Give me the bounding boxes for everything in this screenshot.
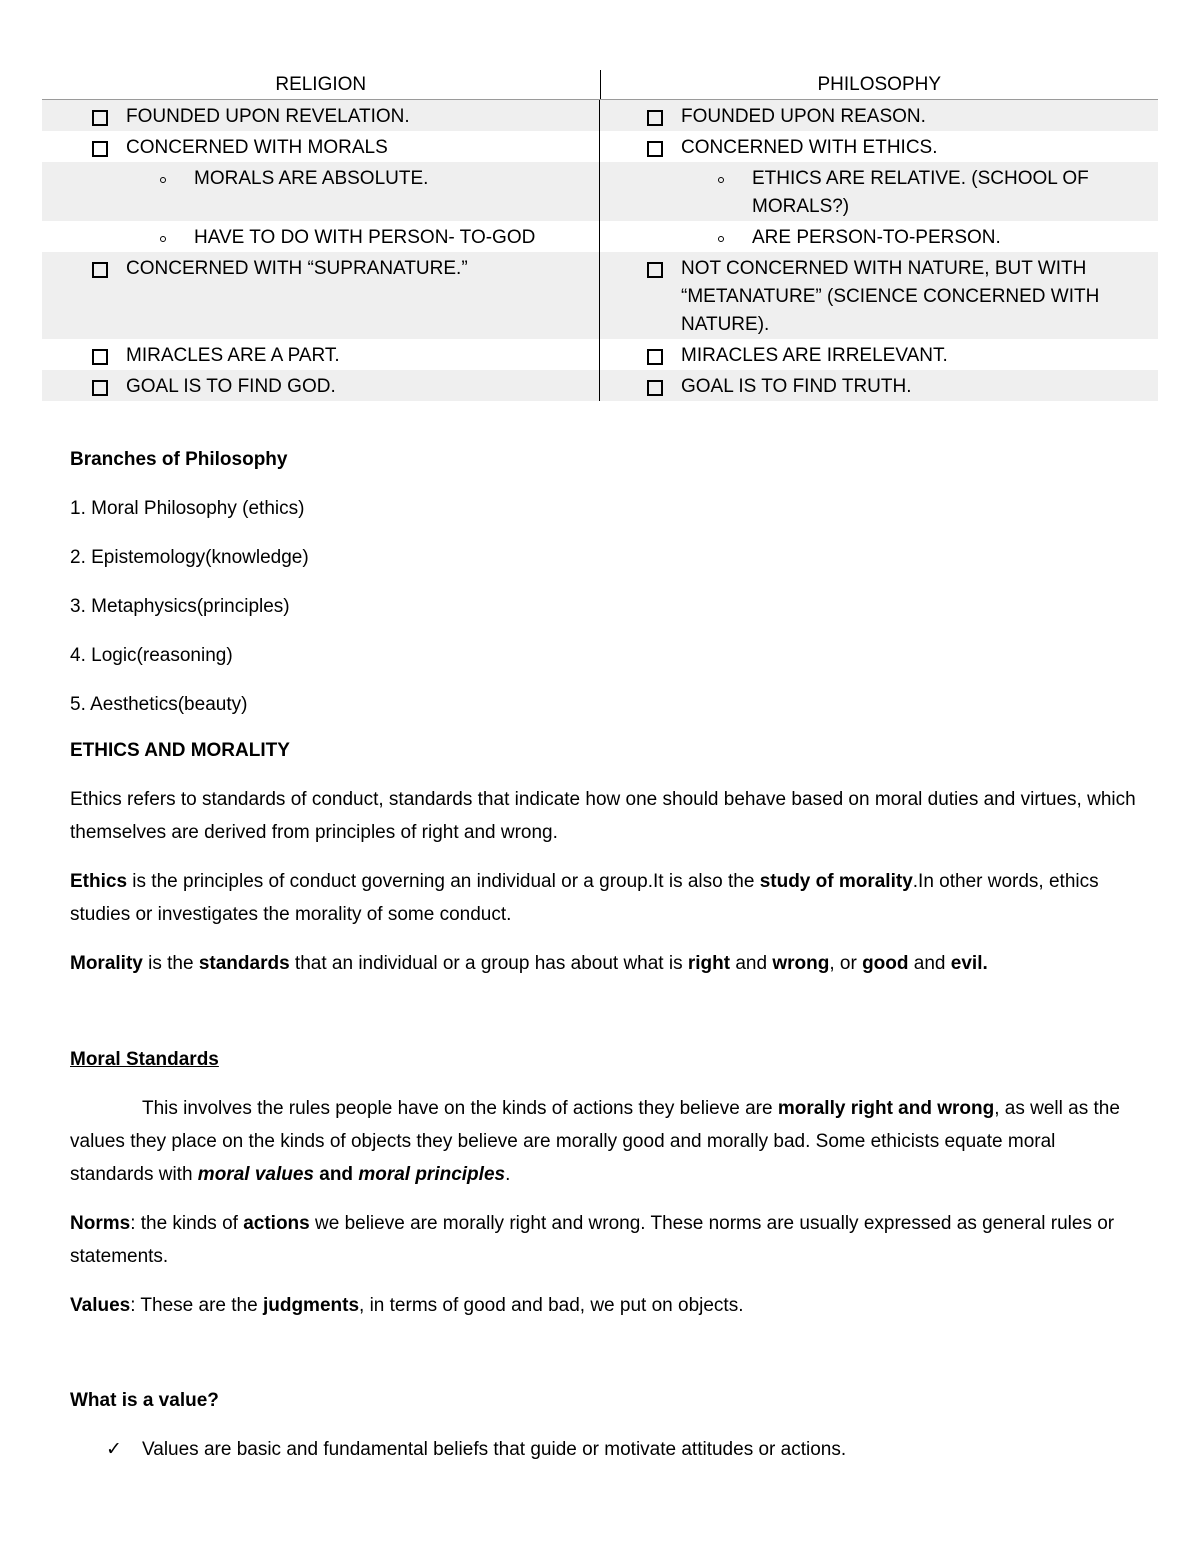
moral-standards-heading: Moral Standards <box>70 1049 219 1070</box>
checkbox-bullet-icon <box>92 262 108 278</box>
religion-cell <box>42 162 600 221</box>
value-list-item <box>70 1433 1140 1466</box>
header-religion: RELIGION <box>42 70 601 99</box>
text-run: : These are the <box>130 1295 263 1316</box>
ethics-section <box>70 734 1140 980</box>
list-item-text: CONCERNED WITH MORALS <box>126 137 388 158</box>
text-run: and <box>313 1164 359 1185</box>
branches-section <box>70 443 1140 721</box>
list-item <box>600 224 1158 252</box>
checkmark-icon: ✓ <box>106 1439 122 1460</box>
text-run: , as well as the values they place on the kinds of objects they believe are morally good and morally bad. Some ethicists equate moral standards with <box>70 1098 1120 1185</box>
circle-bullet-icon <box>160 177 166 183</box>
checkbox-bullet-icon <box>647 380 663 396</box>
circle-bullet-icon <box>160 236 166 242</box>
list-item-text: CONCERNED WITH ETHICS. <box>681 137 938 158</box>
term-good: good <box>862 953 909 974</box>
branches-heading: Branches of Philosophy <box>70 449 288 470</box>
religion-cell <box>42 221 600 252</box>
table-row <box>42 162 1158 221</box>
ethics-paragraph: Ethics refers to standards of conduct, standards that indicate how one should behave based on moral duties and virtues, which themselves are derived from principles of right and wrong. <box>70 789 1136 843</box>
branch-item: 3. Metaphysics(principles) <box>70 596 290 617</box>
text-run: . <box>505 1164 511 1185</box>
text-run: : the kinds of <box>130 1213 244 1234</box>
text-run: and <box>908 953 951 974</box>
list-item-text: ETHICS ARE RELATIVE. (SCHOOL OF MORALS?) <box>752 168 1089 217</box>
value-heading: What is a value? <box>70 1390 219 1411</box>
table-row <box>42 339 1158 370</box>
ethics-heading: ETHICS AND MORALITY <box>70 740 290 761</box>
table-row <box>42 131 1158 162</box>
list-item <box>42 165 599 193</box>
list-item-text: CONCERNED WITH “SUPRANATURE.” <box>126 258 468 279</box>
list-item-text: NOT CONCERNED WITH NATURE, BUT WITH “METANATURE” (SCIENCE CONCERNED WITH NATURE). <box>681 258 1100 335</box>
branch-item: 5. Aesthetics(beauty) <box>70 694 248 715</box>
term-study-of-morality: study of morality <box>759 871 913 892</box>
religion-cell <box>42 339 600 370</box>
table-row <box>42 221 1158 252</box>
list-item-text: MORALS ARE ABSOLUTE. <box>194 168 429 189</box>
circle-bullet-icon <box>718 236 724 242</box>
checkbox-bullet-icon <box>647 262 663 278</box>
norms-definition <box>70 1207 1140 1273</box>
philosophy-cell <box>600 162 1158 221</box>
table-body <box>42 100 1158 401</box>
list-item <box>600 255 1158 339</box>
list-item <box>42 103 599 131</box>
values-definition <box>70 1289 1140 1322</box>
text-run: .In other words, ethics studies or investigates the morality of some conduct. <box>70 871 1099 925</box>
list-item <box>600 165 1158 221</box>
religion-cell <box>42 252 600 339</box>
term-norms: Norms <box>70 1213 131 1234</box>
term-ethics: Ethics <box>70 871 128 892</box>
list-item <box>42 224 599 252</box>
text-run: that an individual or a group has about what is <box>289 953 688 974</box>
checkbox-bullet-icon <box>92 380 108 396</box>
term-standards: standards <box>198 953 290 974</box>
text-run: This involves the rules people have on the kinds of actions they believe are <box>142 1098 778 1119</box>
branch-item: 2. Epistemology(knowledge) <box>70 547 309 568</box>
morality-definition <box>70 947 1140 980</box>
philosophy-cell <box>600 100 1158 131</box>
religion-cell <box>42 370 600 401</box>
branch-item: 1. Moral Philosophy (ethics) <box>70 498 305 519</box>
list-item-text: HAVE TO DO WITH PERSON- TO-GOD <box>194 227 536 248</box>
philosophy-cell <box>600 252 1158 339</box>
term-moral-values: moral values <box>197 1164 314 1185</box>
branch-item: 4. Logic(reasoning) <box>70 645 233 666</box>
text-run: , or <box>829 953 863 974</box>
philosophy-cell <box>600 370 1158 401</box>
list-item-text: MIRACLES ARE IRRELEVANT. <box>681 345 948 366</box>
term-judgments: judgments <box>262 1295 360 1316</box>
checkbox-bullet-icon <box>92 110 108 126</box>
term-wrong: wrong <box>772 953 830 974</box>
philosophy-cell <box>600 339 1158 370</box>
table-header <box>42 70 1158 100</box>
term-actions: actions <box>243 1213 310 1234</box>
moral-standards-paragraph <box>70 1092 1140 1191</box>
checkbox-bullet-icon <box>647 349 663 365</box>
religion-cell <box>42 131 600 162</box>
list-item-text: MIRACLES ARE A PART. <box>126 345 340 366</box>
header-philosophy: PHILOSOPHY <box>817 74 942 95</box>
list-item <box>42 134 599 162</box>
text-run: , in terms of good and bad, we put on objects. <box>359 1295 744 1316</box>
text-run: and <box>730 953 773 974</box>
text-run: is the <box>142 953 199 974</box>
list-item <box>600 134 1158 162</box>
term-right: right <box>687 953 731 974</box>
value-item-text: Values are basic and fundamental beliefs that guide or motivate attitudes or actions. <box>142 1439 847 1460</box>
checkbox-bullet-icon <box>647 141 663 157</box>
list-item <box>42 255 599 283</box>
table-row <box>42 252 1158 339</box>
circle-bullet-icon <box>718 177 724 183</box>
table-row <box>42 100 1158 131</box>
list-item <box>42 342 599 370</box>
list-item <box>600 103 1158 131</box>
checkbox-bullet-icon <box>647 110 663 126</box>
ethics-definition <box>70 865 1140 931</box>
list-item-text: GOAL IS TO FIND TRUTH. <box>681 376 912 397</box>
list-item-text: GOAL IS TO FIND GOD. <box>126 376 336 397</box>
term-values: Values <box>70 1295 131 1316</box>
religion-cell <box>42 100 600 131</box>
philosophy-cell <box>600 221 1158 252</box>
list-item <box>600 342 1158 370</box>
list-item <box>42 373 599 401</box>
term-moral-principles: moral principles <box>358 1164 506 1185</box>
value-section <box>70 1384 1140 1466</box>
text-run: we believe are morally right and wrong. These norms are usually expressed as general rules or statements. <box>70 1213 1115 1267</box>
list-item-text: FOUNDED UPON REASON. <box>681 106 926 127</box>
checkbox-bullet-icon <box>92 349 108 365</box>
list-item-text: FOUNDED UPON REVELATION. <box>126 106 410 127</box>
text-run: is the principles of conduct governing an individual or a group.It is also the <box>127 871 760 892</box>
list-item <box>600 373 1158 401</box>
philosophy-cell <box>600 131 1158 162</box>
table-row <box>42 370 1158 401</box>
term-morality: Morality <box>70 953 143 974</box>
term-evil: evil. <box>950 953 988 974</box>
list-item-text: ARE PERSON-TO-PERSON. <box>752 227 1001 248</box>
moral-standards-section <box>70 1043 1140 1322</box>
comparison-table <box>42 70 1158 401</box>
checkbox-bullet-icon <box>92 141 108 157</box>
term-morally-right-and-wrong: morally right and wrong <box>777 1098 995 1119</box>
